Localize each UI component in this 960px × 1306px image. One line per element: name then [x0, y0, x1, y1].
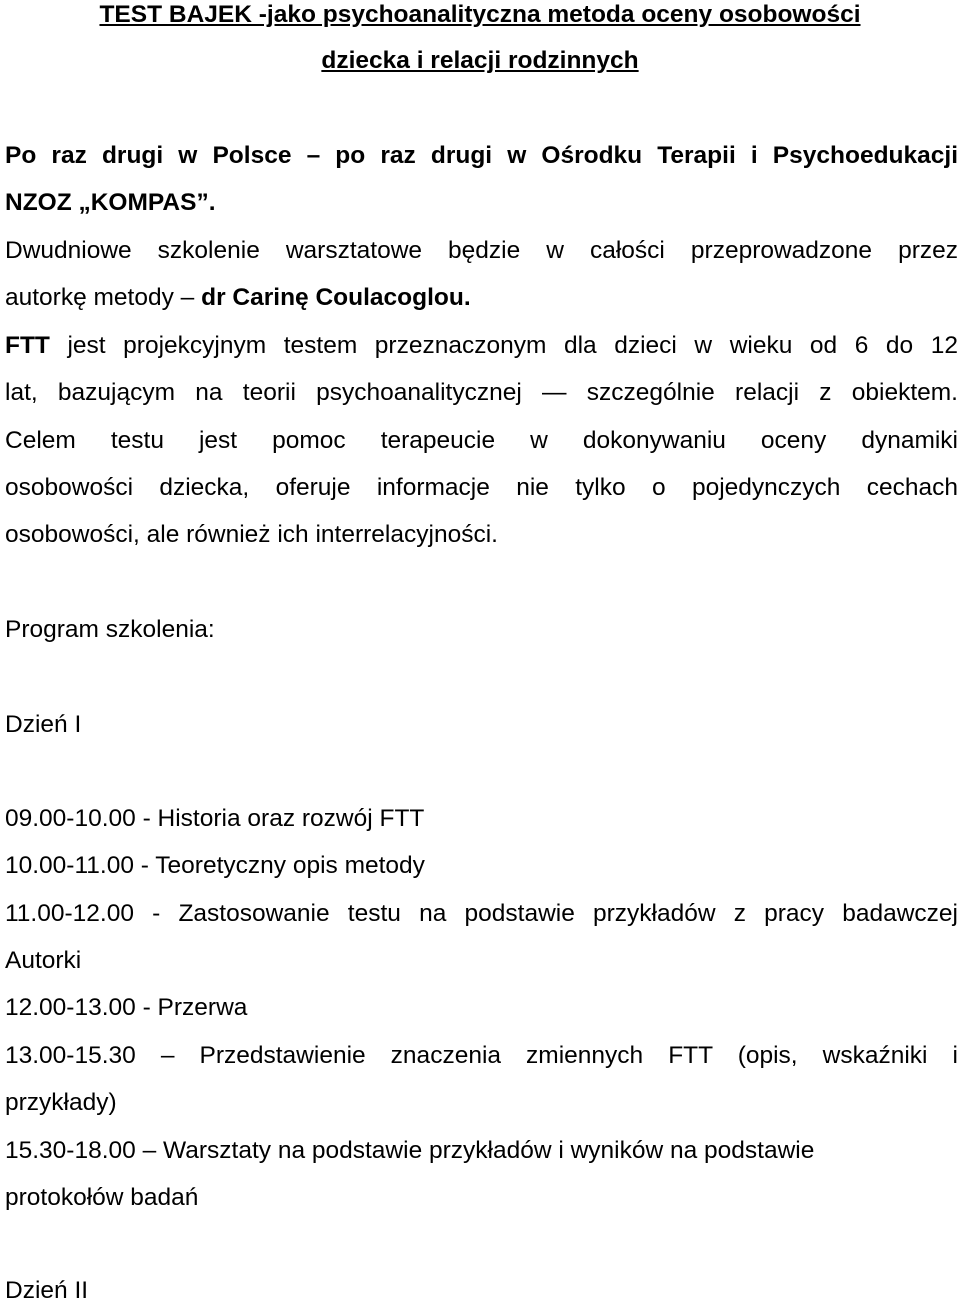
ftt-abbreviation: FTT [5, 332, 50, 359]
schedule-item-5: 13.00-15.30 – Przedstawienie znaczenia zmiennych FTT (opis, wskaźniki i [5, 1042, 958, 1069]
document-title-line-2: dziecka i relacji rodzinnych [321, 47, 639, 74]
document-title-line-1: TEST BAJEK -jako psychoanalityczna metoda oceny osobowości [99, 1, 861, 28]
description-line-5: Celem testu jest pomoc terapeucie w dokonywaniu oceny dynamiki [5, 427, 958, 454]
schedule-item-4: 12.00-13.00 - Przerwa [5, 994, 248, 1021]
schedule-item-1: 09.00-10.00 - Historia oraz rozwój FTT [5, 805, 425, 832]
description-line-7: osobowości, ale również ich interrelacyjności. [5, 521, 498, 548]
intro-line-1: Po raz drugi w Polsce – po raz drugi w Ośrodku Terapii i Psychoedukacji [5, 142, 958, 169]
schedule-item-6: 15.30-18.00 – Warsztaty na podstawie przykładów i wyników na podstawie [5, 1137, 815, 1164]
schedule-item-3-continued: Autorki [5, 947, 82, 974]
description-author-prefix: autorkę metody – [5, 284, 202, 311]
schedule-item-2: 10.00-11.00 - Teoretyczny opis metody [5, 852, 425, 879]
description-line-2 [5, 283, 958, 313]
schedule-item-6-continued: protokołów badań [5, 1184, 199, 1211]
schedule-item-3: 11.00-12.00 - Zastosowanie testu na podstawie przykładów z pracy badawczej [5, 900, 958, 927]
description-line-6: osobowości dziecka, oferuje informacje nie tylko o pojedynczych cechach [5, 474, 958, 501]
schedule-item-5-continued: przykłady) [5, 1089, 117, 1116]
day-2-heading: Dzień II [5, 1277, 89, 1304]
description-line-3 [5, 331, 958, 361]
program-heading: Program szkolenia: [5, 616, 215, 643]
description-line-1: Dwudniowe szkolenie warsztatowe będzie w całości przeprowadzone przez [5, 237, 958, 264]
description-line-3-rest: jest projekcyjnym testem przeznaczonym dla dzieci w wieku od 6 do 12 [49, 332, 958, 359]
author-name: dr Carinę Coulacoglou. [201, 284, 471, 311]
day-1-heading: Dzień I [5, 711, 82, 738]
description-line-4: lat, bazującym na teorii psychoanalitycznej — szczególnie relacji z obiektem. [5, 379, 958, 406]
intro-line-2: NZOZ „KOMPAS”. [5, 189, 216, 216]
